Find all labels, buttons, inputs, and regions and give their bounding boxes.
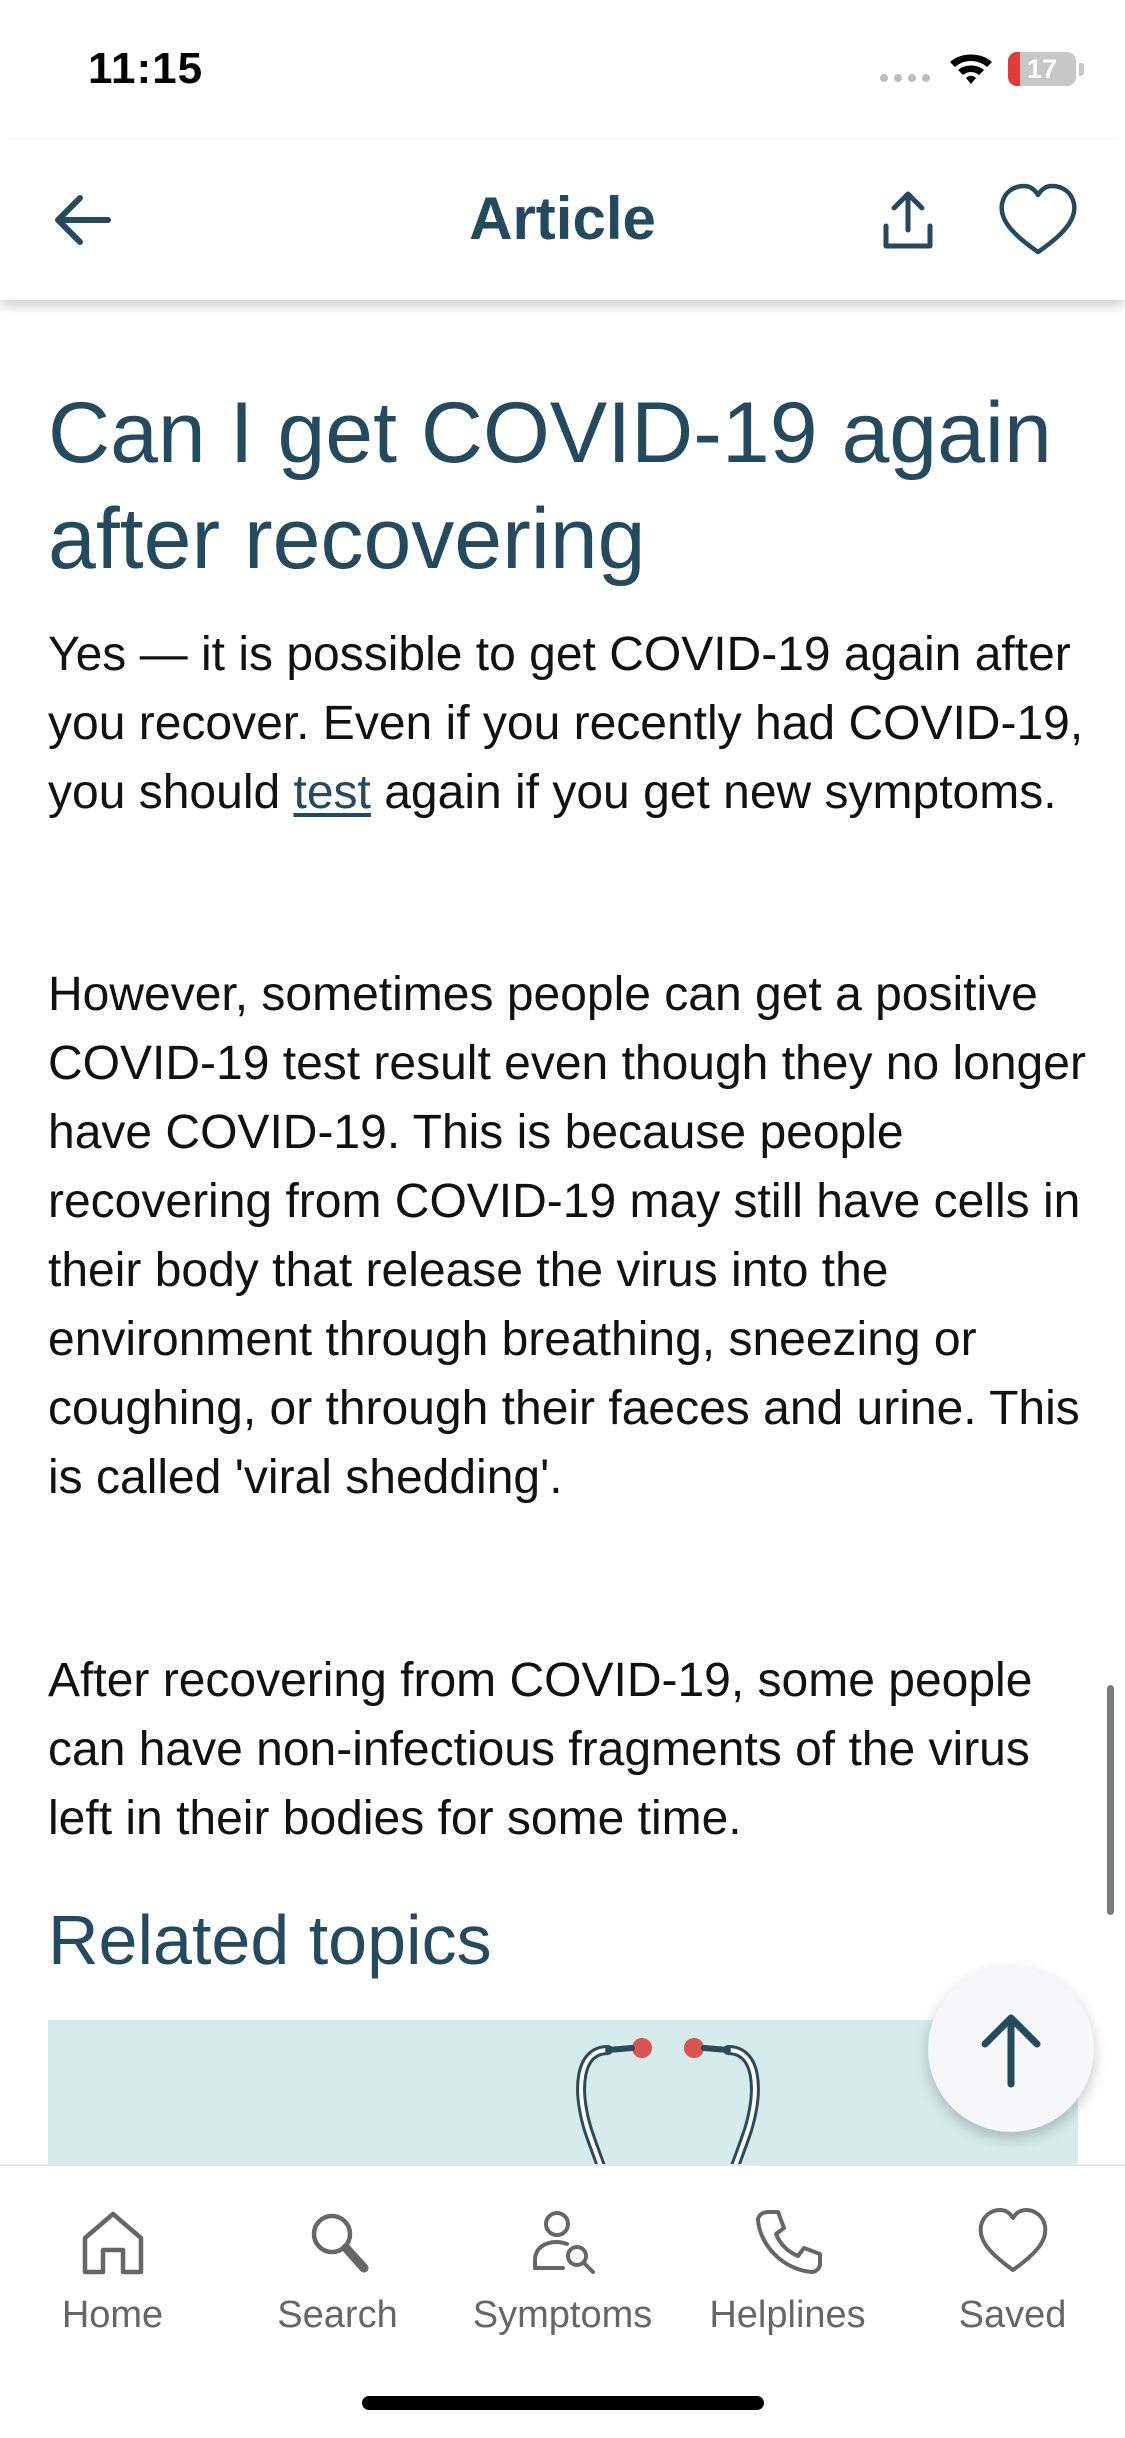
tab-saved[interactable] <box>900 2202 1125 2362</box>
article-paragraph-3: After recovering from COVID-19, some people can have non-infectious fragments of the virus left in their bodies for some time. <box>48 1654 1033 1845</box>
scrollbar[interactable] <box>1107 1685 1114 1915</box>
home-icon <box>73 2202 153 2282</box>
tab-symptoms[interactable] <box>450 2202 675 2362</box>
wifi-icon <box>948 50 994 86</box>
tab-saved-label: Saved <box>958 2294 1067 2336</box>
tab-helplines[interactable] <box>675 2202 900 2362</box>
heart-outline-icon <box>1002 186 1075 252</box>
article-paragraph-2: However, sometimes people can get a positive COVID-19 test result even though they no longer have COVID-19. This is because people recovering from COVID-19 may still have cells in their body that release the virus into the environment through breathing, sneezing or coughing, or through their faeces and urine. This is called 'viral shedding'. <box>48 968 1086 1504</box>
related-topics-heading: Related topics <box>48 1901 492 1979</box>
tab-home-label: Home <box>61 2294 164 2336</box>
paragraph-1-text-end: again if you get new symptoms. <box>370 766 1057 819</box>
stethoscope-icon <box>548 2020 788 2164</box>
cellular-signal-icon <box>880 74 932 84</box>
favorite-button[interactable] <box>994 178 1082 266</box>
heart-outline-icon <box>973 2202 1053 2282</box>
tab-home[interactable] <box>0 2202 225 2362</box>
tab-search-label: Search <box>277 2294 398 2336</box>
share-button[interactable] <box>868 182 948 262</box>
related-topic-card[interactable] <box>48 2020 1078 2164</box>
symptoms-person-search-icon <box>523 2202 603 2282</box>
status-bar <box>0 0 1125 140</box>
search-icon <box>298 2202 378 2282</box>
tab-helplines-label: Helplines <box>709 2294 866 2336</box>
battery-icon <box>1008 52 1076 86</box>
page-title: Article <box>469 185 656 252</box>
test-link[interactable]: test <box>293 766 371 819</box>
phone-icon <box>748 2202 828 2282</box>
paragraph-1-text-start: Yes — it is possible to get COVID-19 again after you recover. Even if you recently had COVID-19, you should <box>48 628 1084 819</box>
tab-search[interactable] <box>225 2202 450 2362</box>
tab-symptoms-label: Symptoms <box>472 2294 653 2336</box>
article-content[interactable] <box>0 300 1125 2164</box>
app-header <box>0 140 1125 300</box>
battery-level: 17 <box>1026 54 1058 84</box>
home-indicator[interactable] <box>362 2396 764 2410</box>
article-title: Can I get COVID-19 again after recovering <box>48 385 1052 587</box>
arrow-up-icon <box>971 2006 1051 2092</box>
battery-nub <box>1079 63 1084 76</box>
status-time: 11:15 <box>88 44 204 93</box>
scroll-to-top-button[interactable] <box>928 1966 1094 2132</box>
article-paragraph-1 <box>48 620 1088 827</box>
share-upload-icon <box>886 194 930 246</box>
